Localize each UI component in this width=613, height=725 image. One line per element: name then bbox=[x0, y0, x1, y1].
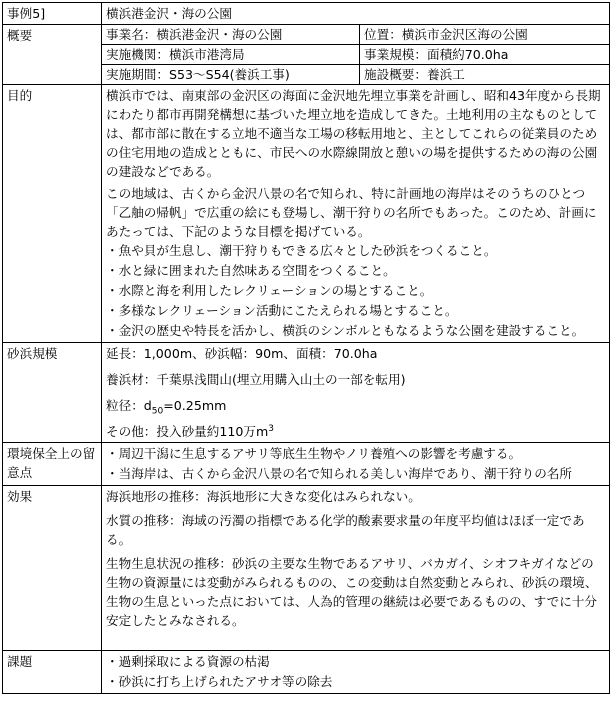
facility-overview: 施設概要：養浜工 bbox=[360, 65, 610, 85]
case-label: 事例5] bbox=[3, 3, 102, 25]
effect-cell bbox=[102, 486, 610, 651]
issues-label: 課題 bbox=[3, 651, 102, 694]
case-study-table bbox=[2, 2, 610, 694]
list-item: ・多様なレクリェーション活動にこたえられる場とすること。 bbox=[106, 303, 458, 318]
implementing-agency: 実施機関：横浜市港湾局 bbox=[102, 45, 360, 65]
beach-cell bbox=[102, 343, 610, 443]
effect-row bbox=[3, 486, 610, 651]
effect-water-quality: 水質の推移：海域の汚濁の指標である化学的酸素要求量の年度平均値はほぼ一定である。 bbox=[106, 513, 585, 547]
beach-row bbox=[3, 343, 610, 443]
purpose-goals bbox=[106, 241, 605, 340]
list-item: ・水と緑に囲まれた自然味ある空間をつくること。 bbox=[106, 263, 396, 278]
issues-list bbox=[106, 652, 605, 691]
header-row bbox=[3, 3, 610, 25]
purpose-cell bbox=[102, 85, 610, 343]
project-location: 位置：横浜市金沢区海の公園 bbox=[364, 27, 528, 42]
case-title: 横浜港金沢・海の公園 bbox=[102, 3, 610, 25]
overview-row bbox=[3, 25, 610, 85]
beach-grain-size: 粒径：$d_{50}=0.25mm$ bbox=[106, 398, 227, 417]
list-item: ・周辺干潟に生息するアサリ等底生生物やノリ養殖への影響を考慮する。 bbox=[106, 446, 522, 461]
project-scale: 事業規模：面積約70.0ha bbox=[360, 45, 610, 65]
list-item: ・過剰採取による資源の枯渇 bbox=[106, 654, 270, 669]
overview-grid bbox=[102, 25, 609, 84]
list-item: ・金沢の歴史や特長を活かし、横浜のシンボルともなるような公園を建設すること。 bbox=[106, 323, 585, 338]
purpose-row bbox=[3, 85, 610, 343]
environment-cell bbox=[102, 443, 610, 486]
effect-label: 効果 bbox=[3, 486, 102, 651]
list-item: ・砂浜に打ち上げられたアサオ等の除去 bbox=[106, 674, 333, 689]
purpose-paragraph-1: 横浜市では、南東部の金沢区の海面に金沢地先埋立事業を計画し、昭和43年度から長期にわたり都市再開発構想に基づいた埋立地を造成してきた。土地利用の主なものとしては、都市部に散在する立地不適当な工場の移転用地と、主としてこれらの従業員のための住宅用地の造成とともに、市民への水際線開放と憩いの場を提供するための海の公園の建設などである。 bbox=[106, 88, 601, 179]
project-name: 事業名：横浜港金沢・海の公園 bbox=[102, 25, 360, 45]
environment-notes bbox=[106, 444, 605, 483]
list-item: ・魚や貝が生息し、潮干狩りもできる広々とした砂浜をつくること。 bbox=[106, 243, 497, 258]
effect-topography: 海浜地形の推移：海浜地形に大きな変化はみられない。 bbox=[106, 489, 421, 504]
beach-label: 砂浜規模 bbox=[3, 343, 102, 443]
issues-cell bbox=[102, 651, 610, 694]
overview-cell bbox=[102, 25, 610, 85]
list-item: ・当海岸は、古くから金沢八景の名で知られる美しい海岸であり、潮干狩りの名所 bbox=[106, 466, 572, 481]
purpose-paragraph-2: この地域は、古くから金沢八景の名で知られ、特に計画地の海岸はそのうちのひとつ「乙舳の帰帆」で広重の絵にも登場し、潮干狩りの名所でもあった。このため、計画にあたっては、下記のような目標を掲げている。 bbox=[106, 186, 597, 239]
beach-sand-volume: その他：投入砂量約110万$m^3$ bbox=[106, 423, 274, 439]
effect-biology: 生物生息状況の推移：砂浜の主要な生物であるアサリ、バカガイ、シオフキガイなどの生物の資源量には変動がみられるものの、この変動は自然変動とみられ、砂浜の環境、生物の生息といった点においては、人為的管理の継続は必要であるものの、すでに十分安定したとみなされる。 bbox=[106, 556, 598, 628]
environment-label: 環境保全上の留意点 bbox=[3, 443, 102, 486]
overview-label: 概要 bbox=[3, 25, 102, 85]
purpose-label: 目的 bbox=[3, 85, 102, 343]
beach-material: 養浜材：千葉県浅間山(埋立用購入山土の一部を転用) bbox=[106, 372, 406, 387]
environment-row bbox=[3, 443, 610, 486]
issues-row bbox=[3, 651, 610, 694]
list-item: ・水際と海を利用したレクリェーションの場とすること。 bbox=[106, 283, 433, 298]
beach-size: 延長：1,000m、砂浜幅：90m、面積：70.0ha bbox=[106, 346, 378, 361]
implementation-period: 実施期間：S53～S54(養浜工事) bbox=[102, 65, 360, 85]
